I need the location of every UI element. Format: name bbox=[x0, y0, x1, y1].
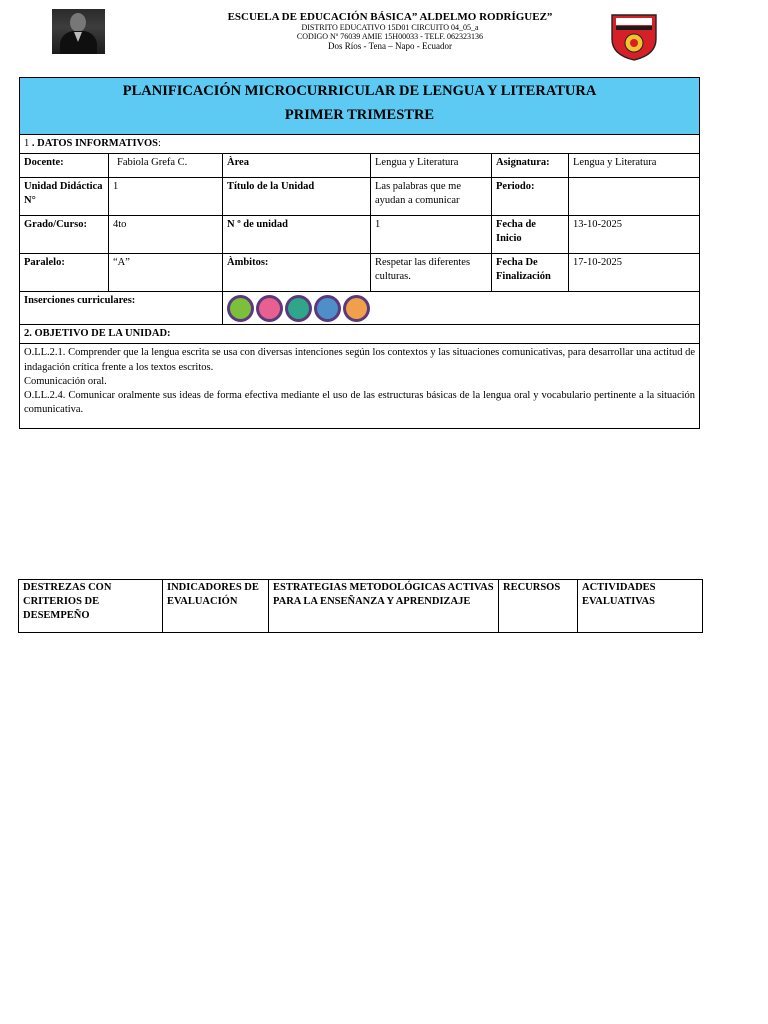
paralelo-value: “A” bbox=[109, 254, 223, 292]
section-1-heading bbox=[20, 135, 700, 154]
titulo-unidad-value: Las palabras que me ayudan a comunicar bbox=[371, 178, 492, 216]
docente-value: Fabiola Grefa C. bbox=[109, 154, 223, 178]
area-value: Lengua y Literatura bbox=[371, 154, 492, 178]
document-title: PLANIFICACIÓN MICROCURRICULAR DE LENGUA Y LITERATURA bbox=[122, 83, 597, 99]
header-indicadores: INDICADORES DE EVALUACIÓN bbox=[163, 580, 269, 633]
civica-icon bbox=[256, 295, 283, 322]
header-recursos: RECURSOS bbox=[499, 580, 578, 633]
ambitos-label: Àmbitos: bbox=[223, 254, 371, 292]
objective-area: Comunicación oral. bbox=[24, 375, 107, 387]
inserciones-icons bbox=[223, 292, 700, 325]
paralelo-label: Paralelo: bbox=[20, 254, 109, 292]
planning-table bbox=[18, 579, 703, 633]
educacion-financiera-icon bbox=[285, 295, 312, 322]
founder-photo bbox=[52, 9, 105, 54]
section-1-colon: : bbox=[157, 138, 161, 149]
docente-label: Docente: bbox=[20, 154, 109, 178]
desarrollo-sostenible-icon bbox=[227, 295, 254, 322]
objetivos-cell bbox=[20, 344, 700, 429]
datos-informativos-table bbox=[19, 77, 700, 429]
num-unidad-label: N º de unidad bbox=[223, 216, 371, 254]
fecha-inicio-value: 13-10-2025 bbox=[569, 216, 700, 254]
school-seal-icon bbox=[608, 11, 660, 61]
school-address: Dos Ríos - Tena – Napo - Ecuador bbox=[328, 41, 452, 51]
educacion-vial-icon bbox=[314, 295, 341, 322]
document-header bbox=[0, 0, 768, 70]
periodo-value bbox=[569, 178, 700, 216]
fecha-fin-label: Fecha De Finalización bbox=[492, 254, 569, 292]
school-info bbox=[180, 12, 600, 51]
inserciones-label: Inserciones curriculares: bbox=[20, 292, 223, 325]
num-unidad-value: 1 bbox=[371, 216, 492, 254]
fecha-inicio-label: Fecha de Inicio bbox=[492, 216, 569, 254]
educacion-socioemocional-icon bbox=[343, 295, 370, 322]
section-1-number: 1 bbox=[24, 138, 32, 149]
periodo-label: Periodo: bbox=[492, 178, 569, 216]
school-district: DISTRITO EDUCATIVO 15D01 CIRCUITO 04_05_a bbox=[301, 23, 479, 32]
objective-2: O.LL.2.4. Comunicar oralmente sus ideas de forma efectiva mediante el uso de las estructuras básicas de la lengua oral y vocabulario pertinente a la situación comunicativa. bbox=[24, 389, 696, 416]
area-label: Àrea bbox=[223, 154, 371, 178]
fecha-fin-value: 17-10-2025 bbox=[569, 254, 700, 292]
titulo-unidad-label: Título de la Unidad bbox=[223, 178, 371, 216]
unidad-label: Unidad Didáctica N° bbox=[20, 178, 109, 216]
ambitos-value: Respetar las diferentes culturas. bbox=[371, 254, 492, 292]
objective-1: O.LL.2.1. Comprender que la lengua escrita se usa con diversas intenciones según los contextos y las situaciones comunicativas, para desarrollar una actitud de indagación crítica frente a los textos escritos. bbox=[24, 347, 696, 373]
header-destrezas: DESTREZAS CON CRITERIOS DE DESEMPEÑO bbox=[19, 580, 163, 633]
section-1-title: . DATOS INFORMATIVOS bbox=[31, 138, 158, 149]
asignatura-label: Asignatura: bbox=[492, 154, 569, 178]
grado-label: Grado/Curso: bbox=[20, 216, 109, 254]
grado-value: 4to bbox=[109, 216, 223, 254]
section-2-heading: 2. OBJETIVO DE LA UNIDAD: bbox=[20, 325, 700, 344]
document-subtitle: PRIMER TRIMESTRE bbox=[284, 107, 435, 123]
header-actividades: ACTIVIDADES EVALUATIVAS bbox=[578, 580, 703, 633]
document-title-cell bbox=[20, 78, 700, 135]
school-code: CODIGO Nº 76039 AMIE 15H00033 - TELF. 062323136 bbox=[296, 32, 484, 41]
school-name: ESCUELA DE EDUCACIÓN BÁSICA” ALDELMO RODRÍGUEZ” bbox=[227, 11, 553, 23]
asignatura-value: Lengua y Literatura bbox=[569, 154, 700, 178]
header-estrategias: ESTRATEGIAS METODOLÓGICAS ACTIVAS PARA LA ENSEÑANZA Y APRENDIZAJE bbox=[269, 580, 499, 633]
unidad-value: 1 bbox=[109, 178, 223, 216]
